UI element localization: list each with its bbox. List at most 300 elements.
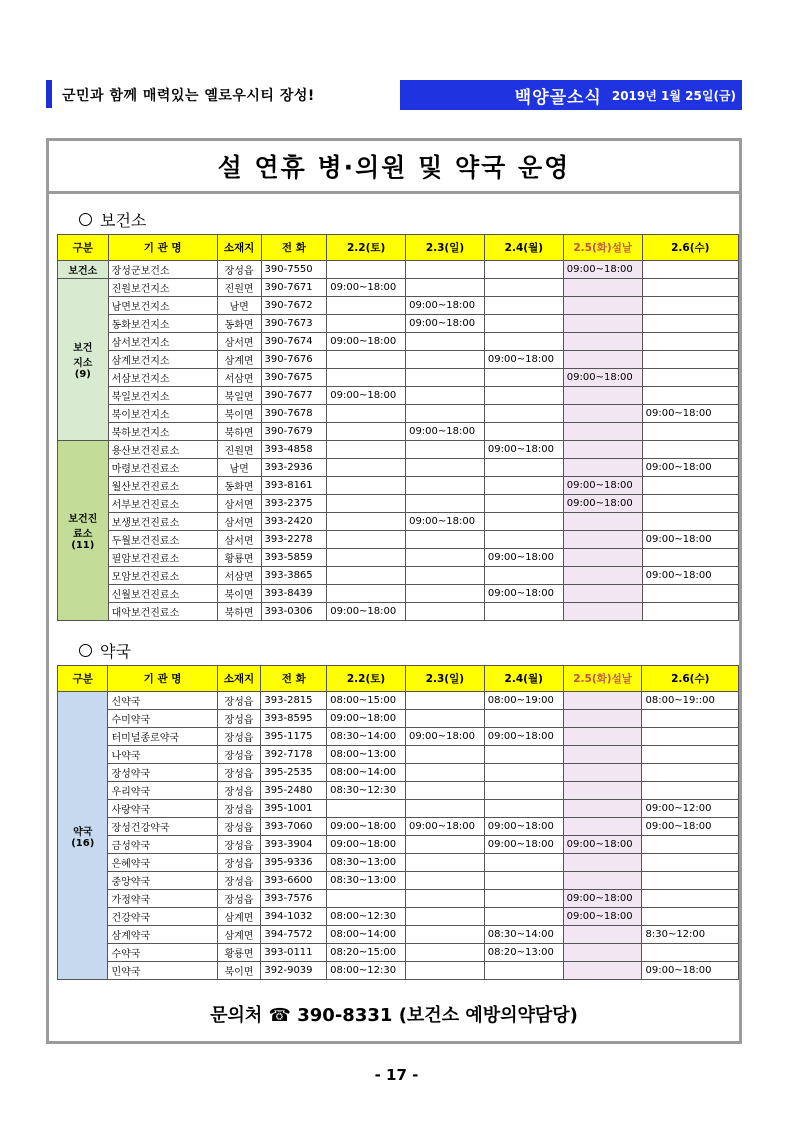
hours-cell: [327, 531, 406, 549]
hours-cell: [642, 297, 738, 315]
facility-name: 장성약국: [108, 764, 217, 782]
location: 삼서면: [217, 513, 261, 531]
hours-cell: 08:00~15:00: [327, 692, 406, 710]
hours-cell: 09:00~18:00: [563, 836, 642, 854]
hours-cell: [563, 800, 642, 818]
location: 삼계면: [217, 926, 261, 944]
hours-cell: [484, 746, 563, 764]
column-header: 소재지: [217, 666, 261, 692]
newsletter-name: 백양골소식: [514, 87, 602, 108]
table-header-row: [58, 235, 739, 261]
hours-cell: 09:00~18:00: [563, 369, 642, 387]
hours-cell: 09:00~18:00: [327, 279, 406, 297]
hours-cell: [406, 387, 485, 405]
phone: 390-7676: [261, 351, 327, 369]
hours-cell: [563, 872, 642, 890]
hours-cell: [405, 908, 484, 926]
table-row: [58, 459, 739, 477]
hours-cell: [327, 890, 406, 908]
hours-cell: [406, 351, 485, 369]
table-row: [58, 890, 739, 908]
facility-name: 금성약국: [108, 836, 217, 854]
location: 삼서면: [217, 333, 261, 351]
hours-cell: [563, 387, 642, 405]
table-row: [58, 279, 739, 297]
hours-cell: [563, 279, 642, 297]
facility-name: 민약국: [108, 962, 217, 980]
table-row: [58, 513, 739, 531]
column-header: 2.2(토): [327, 235, 406, 261]
hours-cell: [642, 369, 738, 387]
table-row: [58, 333, 739, 351]
hours-cell: 09:00~18:00: [642, 459, 738, 477]
table-row: [58, 549, 739, 567]
phone: 390-7674: [261, 333, 327, 351]
hours-cell: [327, 800, 406, 818]
hours-cell: 09:00~18:00: [642, 818, 739, 836]
hours-cell: 08:00~13:00: [327, 746, 406, 764]
phone: 393-7576: [261, 890, 327, 908]
facility-name: 북일보건지소: [108, 387, 217, 405]
table-row: [58, 603, 739, 621]
hours-cell: [484, 908, 563, 926]
hours-cell: [642, 746, 739, 764]
table-row: [58, 423, 739, 441]
hours-cell: [484, 800, 563, 818]
hours-cell: 09:00~18:00: [327, 818, 406, 836]
hours-cell: [405, 890, 484, 908]
location: 서삼면: [217, 369, 261, 387]
facility-name: 신월보건진료소: [108, 585, 217, 603]
location: 진원면: [217, 441, 261, 459]
facility-name: 남면보건지소: [108, 297, 217, 315]
hours-cell: [327, 549, 406, 567]
hours-cell: [563, 459, 642, 477]
hours-cell: [563, 728, 642, 746]
table-row: [58, 872, 739, 890]
phone: 395-9336: [261, 854, 327, 872]
hours-cell: [642, 441, 738, 459]
hours-cell: 09:00~18:00: [327, 836, 406, 854]
hours-cell: [484, 764, 563, 782]
hours-cell: [642, 477, 738, 495]
hours-cell: [406, 405, 485, 423]
hours-cell: [406, 603, 485, 621]
location: 황룡면: [217, 549, 261, 567]
column-header: 구분: [58, 235, 109, 261]
hours-cell: [563, 710, 642, 728]
content-frame: [46, 138, 742, 1044]
location: 북하면: [217, 423, 261, 441]
facility-name: 수미약국: [108, 710, 217, 728]
hours-cell: [406, 333, 485, 351]
column-header: 기 관 명: [108, 666, 217, 692]
location: 장성읍: [217, 890, 261, 908]
phone: 392-7178: [261, 746, 327, 764]
hours-cell: [642, 872, 739, 890]
column-header: 소재지: [217, 235, 261, 261]
column-header: 기 관 명: [108, 235, 217, 261]
table-row: [58, 728, 739, 746]
hours-cell: 09:00~18:00: [405, 728, 484, 746]
column-header: 구분: [58, 666, 108, 692]
hours-cell: 08:30~13:00: [327, 872, 406, 890]
hours-cell: [484, 333, 563, 351]
phone: 393-2420: [261, 513, 327, 531]
hours-cell: [484, 369, 563, 387]
table-row: [58, 710, 739, 728]
phone: 392-9039: [261, 962, 327, 980]
location: 진원면: [217, 279, 261, 297]
location: 황룡면: [217, 944, 261, 962]
contact-prefix: 문의처: [210, 1005, 263, 1026]
location: 삼서면: [217, 531, 261, 549]
hours-cell: [405, 962, 484, 980]
column-header: 2.5(화)설날: [563, 235, 642, 261]
hours-cell: [642, 782, 739, 800]
hours-cell: [642, 423, 738, 441]
hours-cell: [563, 441, 642, 459]
location: 동화면: [217, 477, 261, 495]
phone: 393-8595: [261, 710, 327, 728]
location: 장성읍: [217, 261, 261, 279]
table-row: [58, 818, 739, 836]
phone: 395-1175: [261, 728, 327, 746]
hours-cell: [327, 513, 406, 531]
hours-cell: 09:00~18:00: [327, 710, 406, 728]
hours-cell: [642, 710, 739, 728]
hours-cell: [642, 585, 738, 603]
location: 남면: [217, 297, 261, 315]
hours-cell: [563, 315, 642, 333]
phone: 393-0111: [261, 944, 327, 962]
table-row: [58, 477, 739, 495]
table-row: [58, 297, 739, 315]
location: 동화면: [217, 315, 261, 333]
facility-name: 동화보건지소: [108, 315, 217, 333]
phone: 393-7060: [261, 818, 327, 836]
hours-cell: [406, 369, 485, 387]
hours-cell: [406, 279, 485, 297]
phone: 393-4858: [261, 441, 327, 459]
facility-name: 월산보건진료소: [108, 477, 217, 495]
hours-cell: [563, 297, 642, 315]
column-header: 2.3(일): [406, 235, 485, 261]
hours-cell: [642, 315, 738, 333]
facility-name: 은혜약국: [108, 854, 217, 872]
table-row: [58, 764, 739, 782]
location: 남면: [217, 459, 261, 477]
table-row: [58, 836, 739, 854]
location: 장성읍: [217, 872, 261, 890]
section-heading-pharmacy: 약국: [79, 639, 131, 662]
hours-cell: [563, 531, 642, 549]
phone: 393-3904: [261, 836, 327, 854]
hours-cell: [405, 926, 484, 944]
column-header: 2.4(월): [484, 235, 563, 261]
hours-cell: 08:00~14:00: [327, 926, 406, 944]
hours-cell: [406, 495, 485, 513]
column-header: 전 화: [261, 666, 327, 692]
hours-cell: [563, 926, 642, 944]
column-header: 2.5(화)설날: [563, 666, 642, 692]
hours-cell: [406, 531, 485, 549]
table-row: [58, 926, 739, 944]
hours-cell: [405, 746, 484, 764]
hours-cell: 08:30~14:00: [484, 926, 563, 944]
phone: 393-8439: [261, 585, 327, 603]
hours-cell: [405, 710, 484, 728]
phone: 390-7673: [261, 315, 327, 333]
hours-cell: [405, 944, 484, 962]
column-header: 2.4(월): [484, 666, 563, 692]
hours-cell: [327, 405, 406, 423]
hours-cell: 09:00~18:00: [642, 405, 738, 423]
hours-cell: [405, 854, 484, 872]
phone: 390-7672: [261, 297, 327, 315]
location: 북이면: [217, 962, 261, 980]
hours-cell: 08:30~14:00: [327, 728, 406, 746]
location: 북하면: [217, 603, 261, 621]
hours-cell: [642, 351, 738, 369]
hours-cell: 09:00~18:00: [405, 818, 484, 836]
hours-cell: 09:00~18:00: [406, 423, 485, 441]
hours-cell: [406, 441, 485, 459]
phone: 390-7678: [261, 405, 327, 423]
hours-cell: [642, 333, 738, 351]
facility-name: 필암보건진료소: [108, 549, 217, 567]
hours-cell: [327, 459, 406, 477]
hours-cell: [563, 513, 642, 531]
hours-cell: [484, 495, 563, 513]
column-header: 2.6(수): [642, 235, 738, 261]
facility-name: 모암보건진료소: [108, 567, 217, 585]
hours-cell: [406, 585, 485, 603]
location: 장성읍: [217, 836, 261, 854]
facility-name: 북이보건지소: [108, 405, 217, 423]
hours-cell: [642, 854, 739, 872]
hours-cell: [327, 351, 406, 369]
hours-cell: [327, 261, 406, 279]
hours-cell: [563, 423, 642, 441]
phone: 394-1032: [261, 908, 327, 926]
hours-cell: [484, 405, 563, 423]
phone: 393-2278: [261, 531, 327, 549]
hours-cell: [642, 387, 738, 405]
location: 장성읍: [217, 800, 261, 818]
hours-cell: [563, 405, 642, 423]
phone: 393-2815: [261, 692, 327, 710]
hours-cell: [327, 315, 406, 333]
phone: 393-2936: [261, 459, 327, 477]
contact-department: (보건소 예방의약담당): [398, 1005, 578, 1026]
hours-cell: 08:30~13:00: [327, 854, 406, 872]
hours-cell: [405, 836, 484, 854]
facility-name: 삼계보건지소: [108, 351, 217, 369]
facility-name: 삼서보건지소: [108, 333, 217, 351]
phone: 393-3865: [261, 567, 327, 585]
hours-cell: [484, 315, 563, 333]
circle-bullet-icon: [79, 644, 92, 657]
table-row: [58, 782, 739, 800]
hours-cell: 08:00~19:00: [484, 692, 563, 710]
hours-cell: [563, 818, 642, 836]
phone: 395-1001: [261, 800, 327, 818]
hours-cell: [642, 728, 739, 746]
hours-cell: [327, 567, 406, 585]
table-row: [58, 495, 739, 513]
location: 장성읍: [217, 746, 261, 764]
hours-cell: [484, 872, 563, 890]
hours-cell: 08:20~13:00: [484, 944, 563, 962]
hours-cell: 09:00~18:00: [563, 261, 642, 279]
phone: 395-2480: [261, 782, 327, 800]
hours-cell: 08:30~12:30: [327, 782, 406, 800]
facility-name: 중앙약국: [108, 872, 217, 890]
issue-date: 2019년 1월 25일(금): [611, 88, 736, 103]
table-row: [58, 387, 739, 405]
phone: 390-7550: [261, 261, 327, 279]
hours-cell: [405, 872, 484, 890]
hours-cell: [484, 423, 563, 441]
hours-cell: [563, 854, 642, 872]
hours-cell: [327, 441, 406, 459]
contact-line: [49, 1001, 739, 1027]
column-header: 2.2(토): [327, 666, 406, 692]
table-row: [58, 962, 739, 980]
hours-cell: [484, 513, 563, 531]
location: 북일면: [217, 387, 261, 405]
hours-cell: [642, 890, 739, 908]
hours-cell: [484, 477, 563, 495]
hours-cell: [563, 944, 642, 962]
hours-cell: [406, 549, 485, 567]
hours-cell: [406, 459, 485, 477]
hours-cell: [484, 531, 563, 549]
table-row: [58, 441, 739, 459]
facility-name: 대악보건진료소: [108, 603, 217, 621]
facility-name: 신약국: [108, 692, 217, 710]
location: 삼서면: [217, 495, 261, 513]
hours-cell: [327, 495, 406, 513]
section-heading-health-center: 보건소: [79, 208, 146, 231]
hours-cell: [642, 495, 738, 513]
hours-cell: [642, 603, 738, 621]
hours-cell: [642, 513, 738, 531]
location: 장성읍: [217, 710, 261, 728]
hours-cell: [563, 333, 642, 351]
group-label: 보건소: [58, 261, 109, 279]
table-row: [58, 800, 739, 818]
phone: 393-8161: [261, 477, 327, 495]
table-row: [58, 746, 739, 764]
table-row: [58, 944, 739, 962]
header-accent-bar: [46, 80, 52, 108]
page-number: - 17 -: [374, 1066, 419, 1084]
location: 북이면: [217, 585, 261, 603]
location: 장성읍: [217, 818, 261, 836]
hours-cell: 8:30~12:00: [642, 926, 739, 944]
header-box: [400, 80, 742, 110]
group-label: 보건진 료소 (11): [58, 441, 109, 621]
column-header: 전 화: [261, 235, 327, 261]
hours-cell: 09:00~18:00: [406, 513, 485, 531]
table-header-row: [58, 666, 739, 692]
location: 장성읍: [217, 728, 261, 746]
hours-cell: 09:00~18:00: [484, 585, 563, 603]
location: 장성읍: [217, 692, 261, 710]
hours-cell: 08:00~14:00: [327, 764, 406, 782]
facility-name: 보생보건진료소: [108, 513, 217, 531]
hours-cell: [563, 567, 642, 585]
location: 삼계면: [217, 351, 261, 369]
hours-cell: [405, 782, 484, 800]
hours-cell: [563, 746, 642, 764]
hours-cell: 09:00~18:00: [484, 351, 563, 369]
hours-cell: 09:00~18:00: [484, 836, 563, 854]
hours-cell: [563, 962, 642, 980]
health-center-table: [57, 234, 739, 621]
hours-cell: [484, 459, 563, 477]
hours-cell: [563, 764, 642, 782]
group-label: 약국 (16): [58, 692, 108, 980]
hours-cell: 08:00~19::00: [642, 692, 739, 710]
phone: 393-0306: [261, 603, 327, 621]
hours-cell: 09:00~18:00: [642, 531, 738, 549]
hours-cell: 09:00~18:00: [563, 908, 642, 926]
hours-cell: 09:00~18:00: [327, 603, 406, 621]
hours-cell: [563, 351, 642, 369]
facility-name: 사랑약국: [108, 800, 217, 818]
hours-cell: [484, 387, 563, 405]
hours-cell: 09:00~18:00: [484, 441, 563, 459]
table-row: [58, 854, 739, 872]
phone: 393-2375: [261, 495, 327, 513]
location: 삼계면: [217, 908, 261, 926]
hours-cell: [484, 710, 563, 728]
hours-cell: [484, 603, 563, 621]
facility-name: 가정약국: [108, 890, 217, 908]
hours-cell: 09:00~18:00: [327, 387, 406, 405]
telephone-icon: ☎: [268, 1005, 291, 1026]
group-label: 보건 지소 (9): [58, 279, 109, 441]
facility-name: 마령보건진료소: [108, 459, 217, 477]
location: 장성읍: [217, 854, 261, 872]
header-slogan: 군민과 함께 매력있는 옐로우시티 장성!: [62, 88, 315, 104]
facility-name: 용산보건진료소: [108, 441, 217, 459]
hours-cell: [642, 549, 738, 567]
hours-cell: [405, 800, 484, 818]
table-row: [58, 585, 739, 603]
hours-cell: [563, 585, 642, 603]
hours-cell: [563, 549, 642, 567]
hours-cell: [642, 836, 739, 854]
hours-cell: 08:00~12:30: [327, 908, 406, 926]
hours-cell: [406, 477, 485, 495]
hours-cell: [484, 279, 563, 297]
table-row: [58, 315, 739, 333]
hours-cell: [484, 567, 563, 585]
facility-name: 터미널종로약국: [108, 728, 217, 746]
location: 장성읍: [217, 782, 261, 800]
hours-cell: [642, 908, 739, 926]
phone: 394-7572: [261, 926, 327, 944]
hours-cell: 09:00~18:00: [642, 567, 738, 585]
table-row: [58, 908, 739, 926]
table-row: [58, 405, 739, 423]
hours-cell: [327, 477, 406, 495]
location: 북이면: [217, 405, 261, 423]
